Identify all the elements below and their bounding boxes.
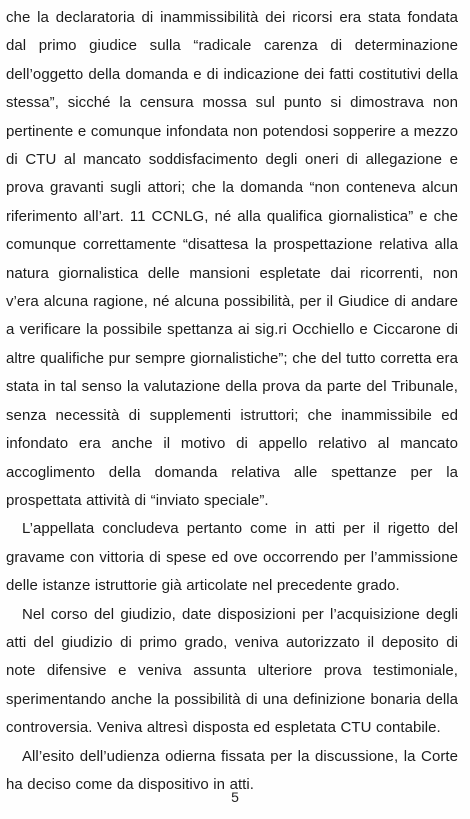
paragraph-decision: All’esito dell’udienza odierna fissata per la discussione, la Corte ha deciso come da dispositivo in atti. bbox=[6, 747, 458, 793]
body-text bbox=[6, 4, 458, 799]
page-number: 5 bbox=[231, 789, 239, 805]
paragraph-continued-grounds: che la declaratoria di inammissibilità dei ricorsi era stata fondata dal primo giudice sulla “radicale carenza di determinazione dell’oggetto della domanda e di indicazione dei fatti costitutivi della stessa”, sicché la censura mossa sul punto si dimostrava non pertinente e comunque infondata non potendosi sopperire a mezzo di CTU al mancato soddisfacimento degli oneri di allegazione e prova gravanti sugli attori; che la domanda “non conteneva alcun riferimento all’art. 11 CCNLG, né alla qualifica giornalistica” e che comunque correttamente “disattesa la prospettazione relativa alla natura giornalistica delle mansioni espletate dai ricorrenti, non v’era alcuna ragione, né alcuna possibilità, per il Giudice di andare a verificare la possibile spettanza ai sig.ri Occhiello e Ciccarone di altre qualifiche pur sempre giornalistiche”; che del tutto corretta era stata in tal senso la valutazione della prova da parte del Tribunale, senza necessità di supplementi istruttori; che inammissibile ed infondato era anche il motivo di appello relativo al mancato accoglimento della domanda relativa alle spettanze per la prospettata attività di “inviato speciale”. bbox=[6, 9, 458, 509]
paragraph-course-of-proceedings: Nel corso del giudizio, date disposizioni per l’acquisizione degli atti del giudizio di primo grado, veniva autorizzato il deposito di note difensive e veniva assunta ulteriore prova testimoniale, sperimentando anche la possibilità di una definizione bonaria della controversia. Veniva altresì disposta ed espletata CTU contabile. bbox=[6, 605, 458, 737]
paragraph-appellee-conclusions: L’appellata concludeva pertanto come in atti per il rigetto del gravame con vittoria di spese ed ove occorrendo per l’ammissione delle istanze istruttorie già articolate nel precedente grado. bbox=[6, 520, 458, 595]
